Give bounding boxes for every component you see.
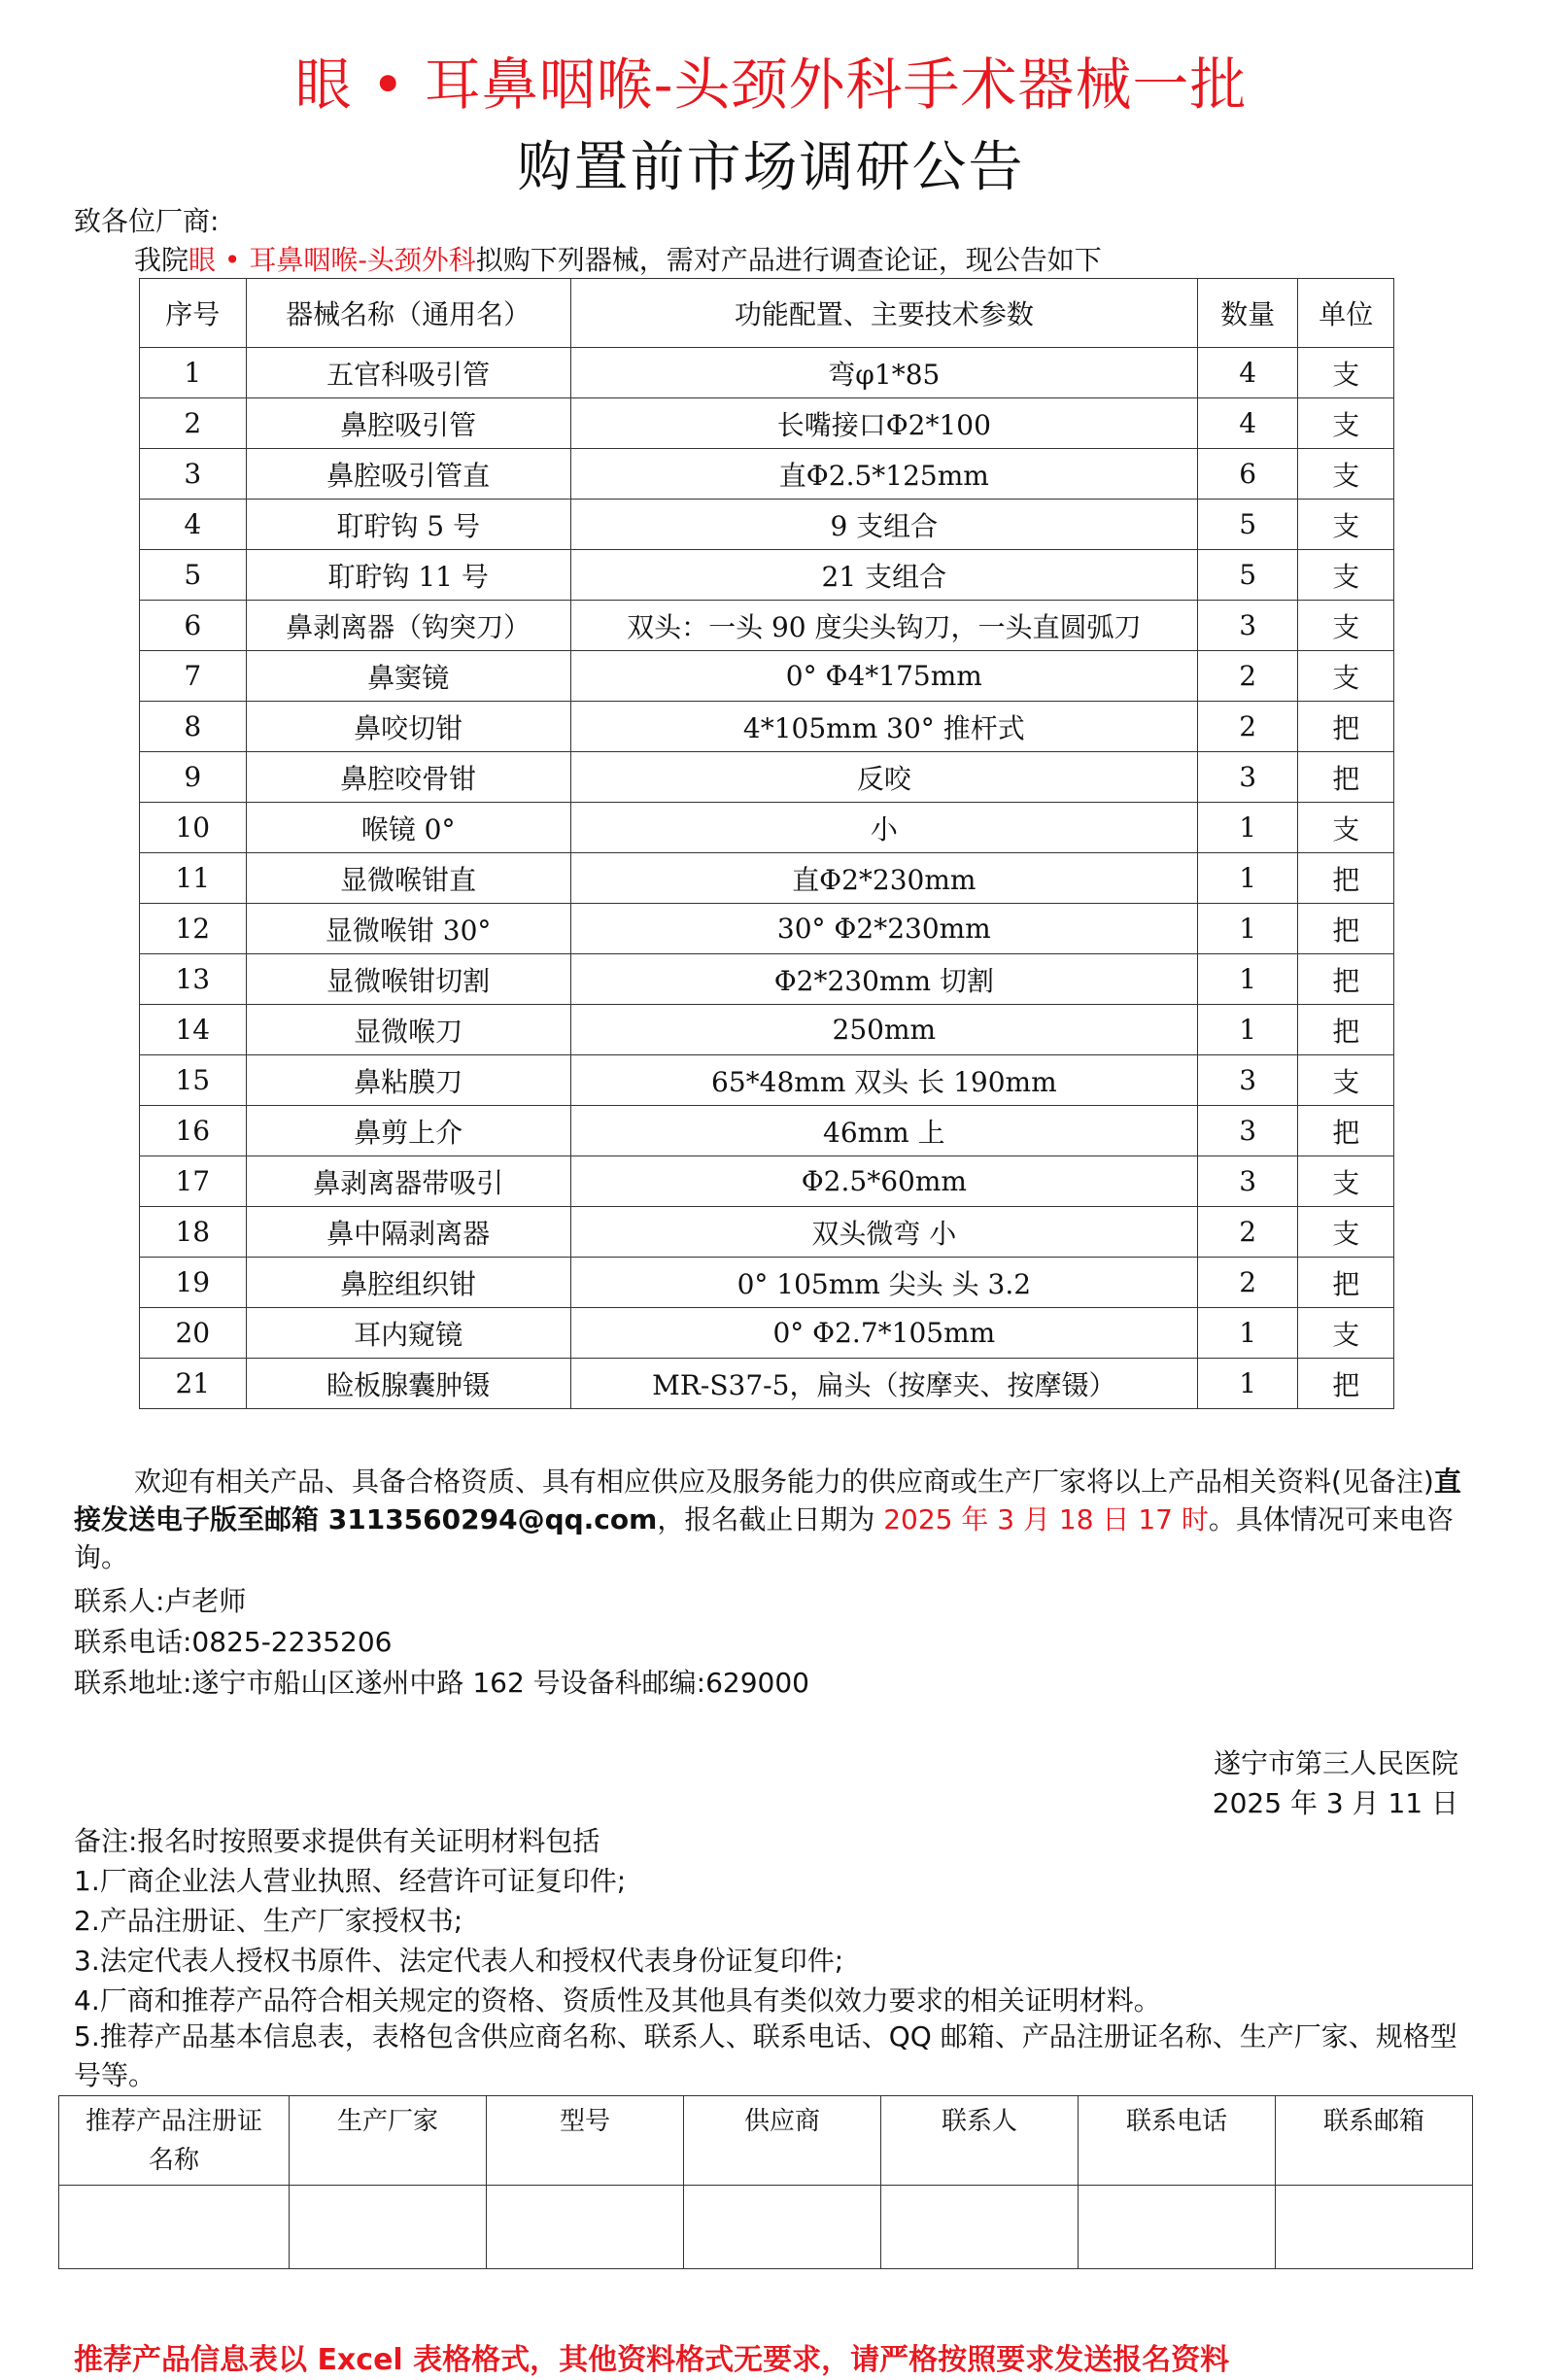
form-header-cell: 联系人: [881, 2096, 1079, 2186]
cell-unit: 支: [1298, 550, 1394, 601]
cell-seq: 15: [140, 1055, 247, 1106]
cell-seq: 3: [140, 449, 247, 500]
cell-unit: 把: [1298, 752, 1394, 803]
table-row: [140, 954, 1394, 1005]
cell-spec: 小: [570, 803, 1197, 853]
table-row: [140, 449, 1394, 500]
table-row: [140, 550, 1394, 601]
cell-spec: 直Φ2*230mm: [570, 853, 1197, 904]
table-row: [140, 1308, 1394, 1359]
cell-name: 鼻中隔剥离器: [246, 1207, 570, 1258]
header-unit: 单位: [1298, 279, 1394, 348]
notice-title-line1: 眼 • 耳鼻咽喉-头颈外科手术器械一批: [294, 52, 1248, 118]
cell-unit: 把: [1298, 1359, 1394, 1409]
invitation-paragraph: [74, 1463, 1463, 1576]
cell-name: 五官科吸引管: [246, 348, 570, 398]
cell-spec: 0° 105mm 尖头 头 3.2: [570, 1258, 1197, 1308]
cell-name: 鼻咬切钳: [246, 702, 570, 752]
cell-spec: 65*48mm 双头 长 190mm: [570, 1055, 1197, 1106]
cell-name: 鼻粘膜刀: [246, 1055, 570, 1106]
cell-unit: 支: [1298, 1156, 1394, 1207]
cell-seq: 14: [140, 1005, 247, 1055]
cell-seq: 2: [140, 398, 247, 449]
note-item: 3.法定代表人授权书原件、法定代表人和授权代表身份证复印件;: [74, 1945, 844, 1977]
table-row: [140, 702, 1394, 752]
header-qty: 数量: [1197, 279, 1298, 348]
form-empty-row: [59, 2186, 1473, 2269]
cell-unit: 支: [1298, 348, 1394, 398]
cell-qty: 5: [1197, 500, 1298, 550]
footer-note: 推荐产品信息表以 Excel 表格格式，其他资料格式无要求，请严格按照要求发送报名资料: [74, 2343, 1230, 2377]
cell-seq: 21: [140, 1359, 247, 1409]
cell-qty: 1: [1197, 1308, 1298, 1359]
header-name: 器械名称（通用名）: [246, 279, 570, 348]
cell-unit: 把: [1298, 904, 1394, 954]
cell-spec: 双头：一头 90 度尖头钩刀，一头直圆弧刀: [570, 601, 1197, 651]
cell-spec: MR-S37-5，扁头（按摩夹、按摩镊）: [570, 1359, 1197, 1409]
form-header-row: [59, 2096, 1473, 2186]
form-empty-cell: [684, 2186, 881, 2269]
table-row: [140, 1359, 1394, 1409]
table-row: [140, 1005, 1394, 1055]
cell-unit: 把: [1298, 954, 1394, 1005]
cell-unit: 支: [1298, 803, 1394, 853]
cell-seq: 11: [140, 853, 247, 904]
cell-name: 鼻剥离器带吸引: [246, 1156, 570, 1207]
intro-text: [134, 239, 1102, 278]
table-row: [140, 1207, 1394, 1258]
table-row: [140, 601, 1394, 651]
instrument-table-body: [140, 348, 1394, 1409]
table-row: [140, 853, 1394, 904]
cell-name: 耵聍钩 11 号: [246, 550, 570, 601]
cell-spec: 46mm 上: [570, 1106, 1197, 1156]
invite-text-2: ，报名截止日期为: [657, 1503, 884, 1535]
cell-name: 鼻腔吸引管: [246, 398, 570, 449]
cell-qty: 1: [1197, 1359, 1298, 1409]
cell-name: 喉镜 0°: [246, 803, 570, 853]
contact-phone: 联系电话:0825-2235206: [74, 1626, 393, 1658]
cell-unit: 把: [1298, 1005, 1394, 1055]
cell-unit: 支: [1298, 1308, 1394, 1359]
cell-spec: 长嘴接口Φ2*100: [570, 398, 1197, 449]
greeting: 致各位厂商:: [74, 205, 220, 237]
cell-qty: 1: [1197, 904, 1298, 954]
cell-qty: 2: [1197, 1207, 1298, 1258]
cell-spec: 9 支组合: [570, 500, 1197, 550]
table-row: [140, 1258, 1394, 1308]
cell-seq: 18: [140, 1207, 247, 1258]
cell-spec: 双头微弯 小: [570, 1207, 1197, 1258]
table-row: [140, 1156, 1394, 1207]
invite-email: 直接发送电子版至邮箱 3113560294@qq.com: [74, 1466, 1461, 1535]
cell-spec: 0° Φ4*175mm: [570, 651, 1197, 702]
cell-unit: 支: [1298, 449, 1394, 500]
cell-name: 鼻腔组织钳: [246, 1258, 570, 1308]
cell-qty: 6: [1197, 449, 1298, 500]
cell-qty: 3: [1197, 601, 1298, 651]
cell-qty: 3: [1197, 1156, 1298, 1207]
cell-seq: 16: [140, 1106, 247, 1156]
cell-seq: 17: [140, 1156, 247, 1207]
form-empty-cell: [1276, 2186, 1473, 2269]
form-header-cell: 推荐产品注册证名称: [59, 2096, 290, 2186]
cell-name: 显微喉刀: [246, 1005, 570, 1055]
cell-seq: 6: [140, 601, 247, 651]
cell-spec: 0° Φ2.7*105mm: [570, 1308, 1197, 1359]
cell-seq: 4: [140, 500, 247, 550]
cell-name: 睑板腺囊肿镊: [246, 1359, 570, 1409]
cell-unit: 支: [1298, 500, 1394, 550]
table-row: [140, 1055, 1394, 1106]
table-row: [140, 398, 1394, 449]
cell-qty: 3: [1197, 1055, 1298, 1106]
signature-org: 遂宁市第三人民医院: [1213, 1747, 1458, 1779]
cell-qty: 1: [1197, 853, 1298, 904]
cell-seq: 19: [140, 1258, 247, 1308]
cell-seq: 10: [140, 803, 247, 853]
form-header-cell: 生产厂家: [290, 2096, 487, 2186]
cell-spec: 21 支组合: [570, 550, 1197, 601]
cell-qty: 2: [1197, 1258, 1298, 1308]
instrument-table-header: [140, 279, 1394, 348]
cell-qty: 4: [1197, 398, 1298, 449]
contact-person: 联系人:卢老师: [74, 1585, 247, 1617]
cell-name: 鼻剪上介: [246, 1106, 570, 1156]
form-empty-cell: [881, 2186, 1079, 2269]
cell-spec: 直Φ2.5*125mm: [570, 449, 1197, 500]
cell-seq: 8: [140, 702, 247, 752]
contact-address: 联系地址:遂宁市船山区遂州中路 162 号设备科邮编:629000: [74, 1667, 810, 1699]
cell-name: 耳内窥镜: [246, 1308, 570, 1359]
cell-name: 鼻窦镜: [246, 651, 570, 702]
note-item: 4.厂商和推荐产品符合相关规定的资格、资质性及其他具有类似效力要求的相关证明材料。: [74, 1984, 1161, 2017]
cell-seq: 7: [140, 651, 247, 702]
header-spec: 功能配置、主要技术参数: [570, 279, 1197, 348]
cell-qty: 4: [1197, 348, 1298, 398]
cell-name: 显微喉钳 30°: [246, 904, 570, 954]
cell-name: 鼻腔吸引管直: [246, 449, 570, 500]
cell-unit: 支: [1298, 1207, 1394, 1258]
cell-unit: 把: [1298, 853, 1394, 904]
cell-name: 显微喉钳直: [246, 853, 570, 904]
intro-prefix: 我院: [134, 244, 189, 276]
table-row: [140, 803, 1394, 853]
cell-seq: 12: [140, 904, 247, 954]
cell-qty: 2: [1197, 702, 1298, 752]
cell-spec: 250mm: [570, 1005, 1197, 1055]
cell-seq: 5: [140, 550, 247, 601]
cell-qty: 1: [1197, 1005, 1298, 1055]
cell-qty: 1: [1197, 803, 1298, 853]
cell-seq: 13: [140, 954, 247, 1005]
invite-text-3: 。具体情况可来电咨询。: [74, 1503, 1454, 1573]
form-empty-cell: [487, 2186, 684, 2269]
notes-title: 备注:报名时按照要求提供有关证明材料包括: [74, 1825, 600, 1857]
table-row: [140, 904, 1394, 954]
cell-unit: 把: [1298, 1258, 1394, 1308]
cell-spec: 弯φ1*85: [570, 348, 1197, 398]
form-header-cell: 联系电话: [1079, 2096, 1276, 2186]
cell-unit: 把: [1298, 702, 1394, 752]
cell-seq: 1: [140, 348, 247, 398]
cell-spec: 反咬: [570, 752, 1197, 803]
table-row: [140, 651, 1394, 702]
cell-qty: 1: [1197, 954, 1298, 1005]
cell-name: 鼻腔咬骨钳: [246, 752, 570, 803]
form-empty-cell: [1079, 2186, 1276, 2269]
form-empty-cell: [59, 2186, 290, 2269]
intro-department: 眼 • 耳鼻咽喉-头颈外科: [188, 244, 476, 276]
table-row: [140, 500, 1394, 550]
note-item: 2.产品注册证、生产厂家授权书;: [74, 1905, 463, 1937]
cell-spec: 4*105mm 30° 推杆式: [570, 702, 1197, 752]
notice-title-line2: 购置前市场调研公告: [517, 136, 1025, 199]
cell-unit: 支: [1298, 601, 1394, 651]
invite-deadline: 2025 年 3 月 18 日 17 时: [883, 1503, 1209, 1535]
cell-name: 鼻剥离器（钩突刀）: [246, 601, 570, 651]
form-header-cell: 供应商: [684, 2096, 881, 2186]
cell-spec: Φ2.5*60mm: [570, 1156, 1197, 1207]
table-row: [140, 752, 1394, 803]
cell-spec: Φ2*230mm 切割: [570, 954, 1197, 1005]
cell-name: 耵聍钩 5 号: [246, 500, 570, 550]
note-item: 1.厂商企业法人营业执照、经营许可证复印件;: [74, 1865, 627, 1897]
cell-unit: 支: [1298, 398, 1394, 449]
cell-name: 显微喉钳切割: [246, 954, 570, 1005]
header-seq: 序号: [140, 279, 247, 348]
cell-unit: 支: [1298, 1055, 1394, 1106]
form-empty-cell: [290, 2186, 487, 2269]
table-row: [140, 1106, 1394, 1156]
cell-seq: 9: [140, 752, 247, 803]
instrument-table: [139, 278, 1394, 1409]
intro-suffix: 拟购下列器械，需对产品进行调查论证，现公告如下: [475, 244, 1102, 276]
product-info-form-table: [58, 2095, 1473, 2269]
cell-unit: 支: [1298, 651, 1394, 702]
cell-qty: 5: [1197, 550, 1298, 601]
signature-date: 2025 年 3 月 11 日: [1212, 1787, 1458, 1819]
cell-qty: 3: [1197, 752, 1298, 803]
cell-qty: 3: [1197, 1106, 1298, 1156]
cell-seq: 20: [140, 1308, 247, 1359]
cell-spec: 30° Φ2*230mm: [570, 904, 1197, 954]
note-item: 5.推荐产品基本信息表，表格包含供应商名称、联系人、联系电话、QQ 邮箱、产品注册证名称、生产厂家、规格型号等。: [74, 2020, 1457, 2091]
cell-unit: 把: [1298, 1106, 1394, 1156]
form-header-cell: 联系邮箱: [1276, 2096, 1473, 2186]
form-header-cell: 型号: [487, 2096, 684, 2186]
table-row: [140, 348, 1394, 398]
cell-qty: 2: [1197, 651, 1298, 702]
invite-text-1: 欢迎有相关产品、具备合格资质、具有相应供应及服务能力的供应商或生产厂家将以上产品相关资料(见备注): [134, 1466, 1434, 1498]
